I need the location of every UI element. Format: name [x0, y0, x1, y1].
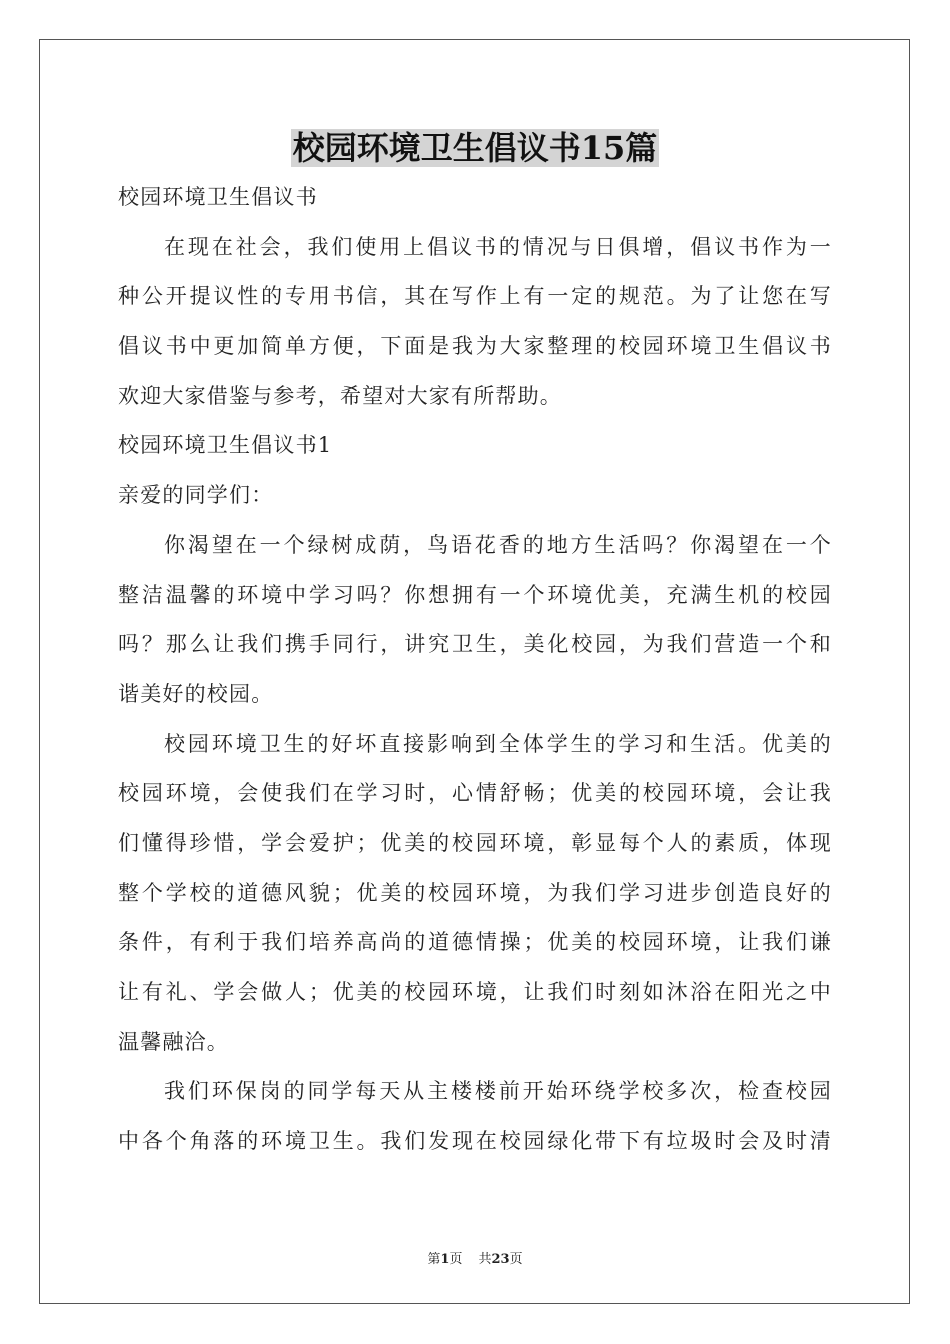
text-line: 亲爱的同学们： [118, 483, 274, 508]
total-pages: 23 [491, 1252, 510, 1267]
text-line: 吗？那么让我们携手同行，讲究卫生，美化校园，为我们营造一个和 [118, 632, 832, 657]
text-line: 校园环境卫生的好坏直接影响到全体学生的学习和生活。优美的 [164, 731, 832, 756]
text-line: 种公开提议性的专用书信，其在写作上有一定的规范。为了让您在写 [118, 284, 832, 309]
text-line: 整个学校的道德风貌；优美的校园环境，为我们学习进步创造良好的 [118, 880, 832, 905]
text-line: 欢迎大家借鉴与参考，希望对大家有所帮助。 [118, 383, 562, 408]
total-prefix: 共 [478, 1252, 492, 1267]
page-current: 1 [440, 1252, 450, 1267]
page-footer [0, 1248, 950, 1267]
document-body [118, 173, 832, 1167]
text-line: 在现在社会，我们使用上倡议书的情况与日俱增，倡议书作为一 [164, 234, 832, 259]
text-line: 校园环境，会使我们在学习时，心情舒畅；优美的校园环境，会让我 [118, 781, 832, 806]
page-suffix: 页 [449, 1252, 463, 1267]
document-title-text: 校园环境卫生倡议书15篇 [292, 129, 658, 167]
text-line: 倡议书中更加简单方便，下面是我为大家整理的校园环境卫生倡议书 [118, 334, 832, 359]
text-line: 们懂得珍惜，学会爱护；优美的校园环境，彰显每个人的素质，体现 [118, 830, 832, 855]
text-line: 整洁温馨的环境中学习吗？你想拥有一个环境优美，充满生机的校园 [118, 582, 832, 607]
text-line: 让有礼、学会做人；优美的校园环境，让我们时刻如沐浴在阳光之中 [118, 980, 832, 1004]
page-prefix: 第 [427, 1252, 441, 1267]
text-line: 谐美好的校园。 [118, 681, 274, 706]
text-line: 校园环境卫生倡议书 [118, 185, 318, 209]
document-title [0, 126, 950, 170]
text-line: 温馨融洽。 [118, 1029, 229, 1054]
text-line: 条件，有利于我们培养高尚的道德情操；优美的校园环境，让我们谦 [118, 930, 832, 955]
total-suffix: 页 [509, 1252, 523, 1267]
text-line: 校园环境卫生倡议书1 [118, 433, 333, 458]
text-line: 你渴望在一个绿树成荫，鸟语花香的地方生活吗？你渴望在一个 [164, 532, 832, 557]
text-line: 我们环保岗的同学每天从主楼楼前开始环绕学校多次，检查校园 [164, 1079, 832, 1104]
text-line: 中各个角落的环境卫生。我们发现在校园绿化带下有垃圾时会及时清 [118, 1129, 832, 1154]
